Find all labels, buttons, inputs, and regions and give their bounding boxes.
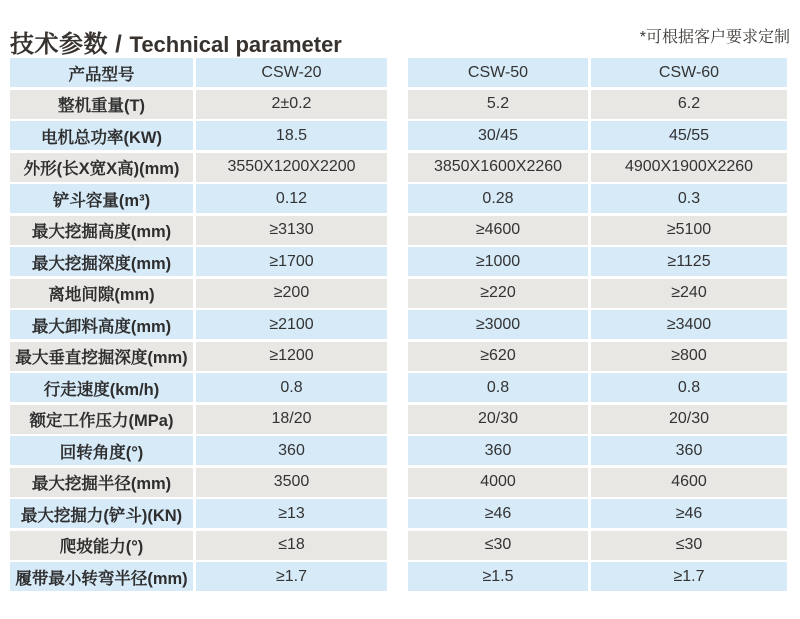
spec-value-cell: ≥1.7 [196, 562, 387, 591]
table-gap [390, 90, 405, 119]
spec-value-cell: 2±0.2 [196, 90, 387, 119]
table-gap [390, 58, 405, 87]
spec-value-cell: ≥3000 [408, 310, 588, 339]
spec-value-cell: ≥1700 [196, 247, 387, 276]
spec-value-cell: 0.8 [408, 373, 588, 402]
spec-value-cell: ≥1125 [591, 247, 787, 276]
spec-value-cell: ≤30 [591, 531, 787, 560]
spec-label-cell: 最大挖掘深度(mm) [10, 247, 193, 276]
spec-label-cell: 额定工作压力(MPa) [10, 405, 193, 434]
spec-value-cell: ≥1000 [408, 247, 588, 276]
spec-value-cell: ≥46 [408, 499, 588, 528]
table-gap [390, 216, 405, 245]
spec-value-cell: ≥3400 [591, 310, 787, 339]
spec-value-cell: ≥13 [196, 499, 387, 528]
spec-label-cell: 电机总功率(KW) [10, 121, 193, 150]
spec-value-cell: 20/30 [408, 405, 588, 434]
spec-label-cell: 最大垂直挖掘深度(mm) [10, 342, 193, 371]
spec-value-cell: CSW-60 [591, 58, 787, 87]
spec-value-cell: ≤30 [408, 531, 588, 560]
spec-value-cell: 4900X1900X2260 [591, 153, 787, 182]
page-title [10, 24, 342, 59]
spec-label-cell: 履带最小转弯半径(mm) [10, 562, 193, 591]
table-gap [390, 247, 405, 276]
spec-label-cell: 行走速度(km/h) [10, 373, 193, 402]
spec-value-cell: ≥200 [196, 279, 387, 308]
spec-value-cell: ≥620 [408, 342, 588, 371]
spec-value-cell: 3500 [196, 468, 387, 497]
spec-value-cell: 0.3 [591, 184, 787, 213]
spec-value-cell: ≥5100 [591, 216, 787, 245]
table-gap [390, 184, 405, 213]
table-gap [390, 153, 405, 182]
spec-value-cell: 0.12 [196, 184, 387, 213]
spec-value-cell: ≥1.7 [591, 562, 787, 591]
table-gap [390, 373, 405, 402]
table-gap [390, 562, 405, 591]
spec-value-cell: ≥3130 [196, 216, 387, 245]
spec-value-cell: 18/20 [196, 405, 387, 434]
spec-table [10, 58, 787, 591]
spec-value-cell: 4000 [408, 468, 588, 497]
spec-value-cell: ≥1200 [196, 342, 387, 371]
spec-label-cell: 整机重量(T) [10, 90, 193, 119]
spec-value-cell: 360 [408, 436, 588, 465]
spec-value-cell: 18.5 [196, 121, 387, 150]
table-gap [390, 279, 405, 308]
spec-value-cell: ≤18 [196, 531, 387, 560]
spec-value-cell: CSW-50 [408, 58, 588, 87]
spec-value-cell: 45/55 [591, 121, 787, 150]
spec-label-cell: 回转角度(°) [10, 436, 193, 465]
page-title-separator: / [108, 31, 130, 59]
spec-label-cell: 外形(长X宽X高)(mm) [10, 153, 193, 182]
table-gap [390, 468, 405, 497]
spec-value-cell: 20/30 [591, 405, 787, 434]
spec-value-cell: ≥46 [591, 499, 787, 528]
spec-value-cell: 3550X1200X2200 [196, 153, 387, 182]
table-gap [390, 121, 405, 150]
table-gap [390, 405, 405, 434]
spec-value-cell: 360 [196, 436, 387, 465]
spec-value-cell: 5.2 [408, 90, 588, 119]
table-gap [390, 342, 405, 371]
spec-value-cell: 30/45 [408, 121, 588, 150]
page-title-zh: 技术参数 [10, 31, 108, 59]
table-gap [390, 499, 405, 528]
spec-value-cell: 0.8 [196, 373, 387, 402]
spec-value-cell: 360 [591, 436, 787, 465]
table-gap [390, 531, 405, 560]
spec-value-cell: ≥2100 [196, 310, 387, 339]
spec-label-cell: 最大挖掘高度(mm) [10, 216, 193, 245]
spec-value-cell: 0.8 [591, 373, 787, 402]
spec-value-cell: ≥800 [591, 342, 787, 371]
spec-value-cell: 6.2 [591, 90, 787, 119]
spec-value-cell: ≥1.5 [408, 562, 588, 591]
spec-value-cell: ≥4600 [408, 216, 588, 245]
spec-value-cell: ≥220 [408, 279, 588, 308]
spec-label-cell: 最大卸料高度(mm) [10, 310, 193, 339]
spec-label-cell: 最大挖掘半径(mm) [10, 468, 193, 497]
customization-note: *可根据客户要求定制 [639, 29, 790, 46]
spec-value-cell: 4600 [591, 468, 787, 497]
spec-label-cell: 离地间隙(mm) [10, 279, 193, 308]
spec-value-cell: 3850X1600X2260 [408, 153, 588, 182]
table-gap [390, 436, 405, 465]
spec-label-cell: 产品型号 [10, 58, 193, 87]
spec-value-cell: 0.28 [408, 184, 588, 213]
page-title-en: Technical parameter [129, 32, 342, 58]
spec-label-cell: 最大挖掘力(铲斗)(KN) [10, 499, 193, 528]
spec-value-cell: ≥240 [591, 279, 787, 308]
spec-value-cell: CSW-20 [196, 58, 387, 87]
spec-label-cell: 爬坡能力(°) [10, 531, 193, 560]
spec-label-cell: 铲斗容量(m³) [10, 184, 193, 213]
table-gap [390, 310, 405, 339]
